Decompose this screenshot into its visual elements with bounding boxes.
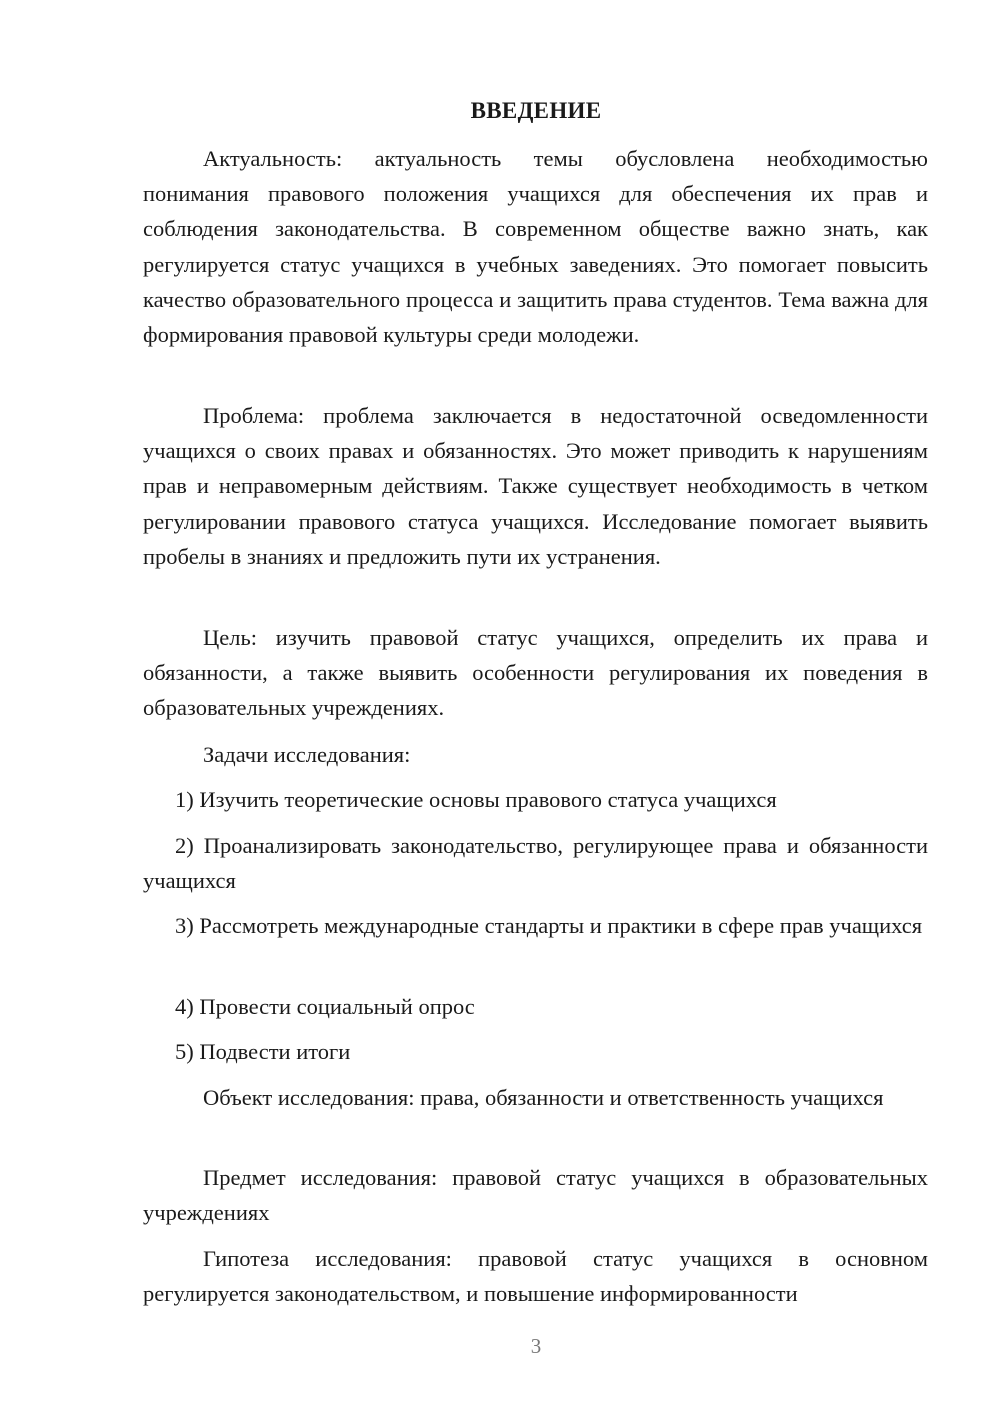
- page-title: ВВЕДЕНИЕ: [470, 98, 602, 123]
- task-item-4: 4) Провести социальный опрос: [175, 994, 475, 1019]
- task-item-1: 1) Изучить теоретические основы правового статуса учащихся: [175, 787, 777, 812]
- task-item-2: 2) Проанализировать законодательство, регулирующее права и обязанности учащихся: [143, 833, 928, 894]
- hypothesis-paragraph: Гипотеза исследования: правовой статус учащихся в основном регулируется законодательством, и повышение информированности: [143, 1246, 928, 1307]
- tasks-heading: Задачи исследования:: [203, 742, 411, 767]
- subject-paragraph: Предмет исследования: правовой статус учащихся в образовательных учреждениях: [143, 1165, 928, 1226]
- task-item-5: 5) Подвести итоги: [175, 1039, 351, 1064]
- object-paragraph: Объект исследования: права, обязанности и ответственность учащихся: [203, 1085, 884, 1110]
- goal-paragraph: Цель: изучить правовой статус учащихся, определить их права и обязанности, а также выявить особенности регулирования их поведения в образовательных учреждениях.: [143, 625, 928, 721]
- relevance-paragraph: Актуальность: актуальность темы обусловлена необходимостью понимания правового положения учащихся для обеспечения их прав и соблюдения законодательства. В современном обществе важно знать, как регулируется статус учащихся в учебных заведениях. Это помогает повысить качество образовательного процесса и защитить права студентов. Тема важна для формирования правовой культуры среди молодежи.: [143, 146, 928, 348]
- problem-paragraph: Проблема: проблема заключается в недостаточной осведомленности учащихся о своих правах и обязанностях. Это может приводить к нарушениям прав и неправомерным действиям. Также существует необходимость в четком регулировании правового статуса учащихся. Исследование помогает выявить пробелы в знаниях и предложить пути их устранения.: [143, 403, 928, 569]
- task-item-3: 3) Рассмотреть международные стандарты и практики в сфере прав учащихся: [175, 913, 923, 938]
- page-number: 3: [530, 1334, 542, 1358]
